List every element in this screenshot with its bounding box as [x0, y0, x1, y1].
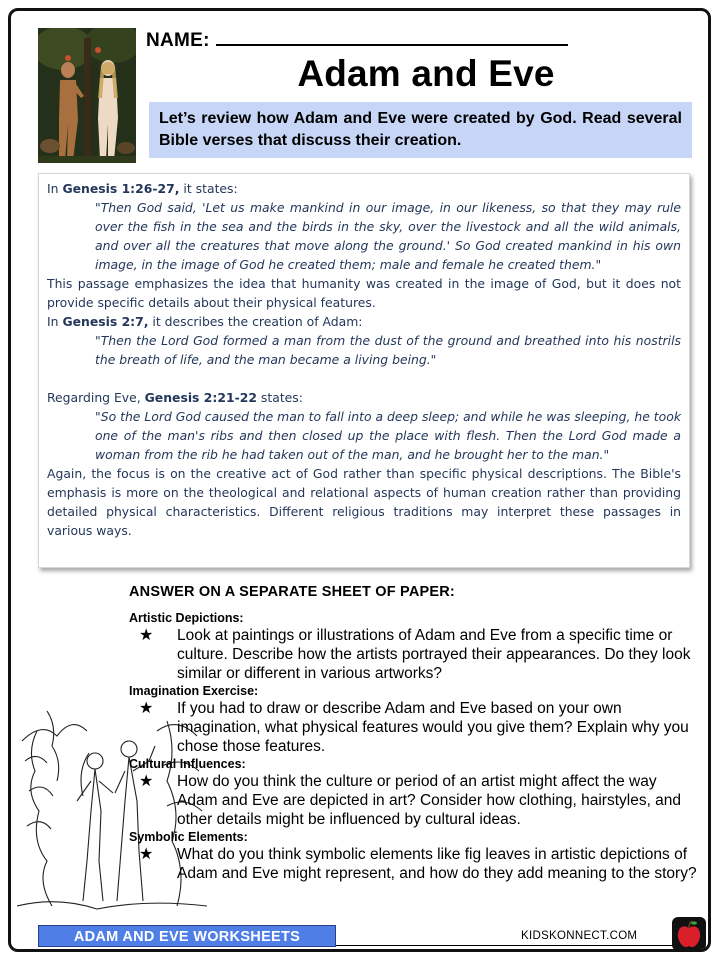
- adam-eve-painting-image: [38, 28, 136, 163]
- star-bullet-icon: ★: [139, 773, 154, 790]
- question-item: ★ How do you think the culture or period of an artist might affect the way Adam and Eve are depicted in art? Consider how clothing, hairstyles, and other details might be influenced by cultural ideas.: [139, 773, 682, 828]
- intro-box: Let’s review how Adam and Eve were created by God. Read several Bible verses that discuss their creation.: [149, 102, 692, 158]
- footer-site-link[interactable]: KIDSKONNECT.COM: [521, 930, 638, 942]
- passage-paragraph-5: Again, the focus is on the creative act of God rather than specific physical descriptions. The Bible's emphasis is more on the theological and relational aspects of human creation rather than providing detailed physical characteristics. Different religious traditions may interpret these passages in various ways.: [47, 466, 681, 538]
- name-blank-line[interactable]: [216, 30, 568, 46]
- verse-quote-1: "Then God said, 'Let us make mankind in our image, in our likeness, so that they may rule over the fish in the sea and the birds in the sky, over the livestock and all the wild animals, and over all the creatures that move along the ground.' So God created mankind in his own image, in the image of God he created them; male and female he created them.": [95, 200, 681, 272]
- verse-ref-genesis-1: Genesis 1:26-27,: [62, 181, 180, 196]
- worksheet-page: [8, 8, 711, 952]
- passage-intro-2: In Genesis 2:7, it describes the creation of Adam:: [47, 314, 363, 329]
- footer-divider: [336, 945, 696, 946]
- page-title: Adam and Eve: [297, 53, 555, 94]
- name-label: NAME:: [146, 30, 210, 51]
- passage-intro-1: In Genesis 1:26-27, it states:: [47, 181, 238, 196]
- question-item: ★ Look at paintings or illustrations of Adam and Eve from a specific time or culture. Describe how the artists portrayed their appearances. Do they look similar or different in various artworks?: [139, 627, 691, 682]
- verse-ref-genesis-2-7: Genesis 2:7,: [62, 314, 149, 329]
- question-item: ★ What do you think symbolic elements like fig leaves in artistic depictions of Adam and Eve might represent, and how do they add meaning to the story?: [139, 846, 697, 882]
- answer-instruction: ANSWER ON A SEPARATE SHEET OF PAPER:: [129, 584, 455, 600]
- name-field[interactable]: [146, 30, 568, 52]
- star-bullet-icon: ★: [139, 700, 154, 717]
- question-heading-artistic: Artistic Depictions:: [129, 611, 244, 625]
- verse-ref-genesis-2-21: Genesis 2:21-22: [144, 390, 257, 405]
- star-bullet-icon: ★: [139, 627, 154, 644]
- question-heading-imagination: Imagination Exercise:: [129, 684, 259, 698]
- reading-passage: [38, 173, 690, 568]
- passage-paragraph-2: This passage emphasizes the idea that humanity was created in the image of God, but it does not provide specific details about their physical features.: [47, 276, 681, 310]
- star-bullet-icon: ★: [139, 846, 154, 863]
- question-heading-symbolic: Symbolic Elements:: [129, 830, 248, 844]
- verse-quote-3: "So the Lord God caused the man to fall into a deep sleep; and while he was sleeping, he took one of the man's ribs and then closed up the place with flesh. Then the Lord God made a woman from the rib he had taken out of the man, and he brought her to the man.": [95, 409, 681, 462]
- footer-worksheet-title: ADAM AND EVE WORKSHEETS: [38, 925, 336, 947]
- passage-intro-3: Regarding Eve, Genesis 2:21-22 states:: [47, 390, 303, 405]
- question-list: [129, 611, 699, 884]
- question-heading-cultural: Cultural Influences:: [129, 757, 246, 771]
- question-item: ★ If you had to draw or describe Adam and Eve based on your own imagination, what physical features would you give them? Explain why you chose those features.: [139, 700, 689, 755]
- verse-quote-2: "Then the Lord God formed a man from the dust of the ground and breathed into his nostrils the breath of life, and the man became a living being.": [95, 333, 681, 367]
- apple-logo-icon: [672, 917, 706, 951]
